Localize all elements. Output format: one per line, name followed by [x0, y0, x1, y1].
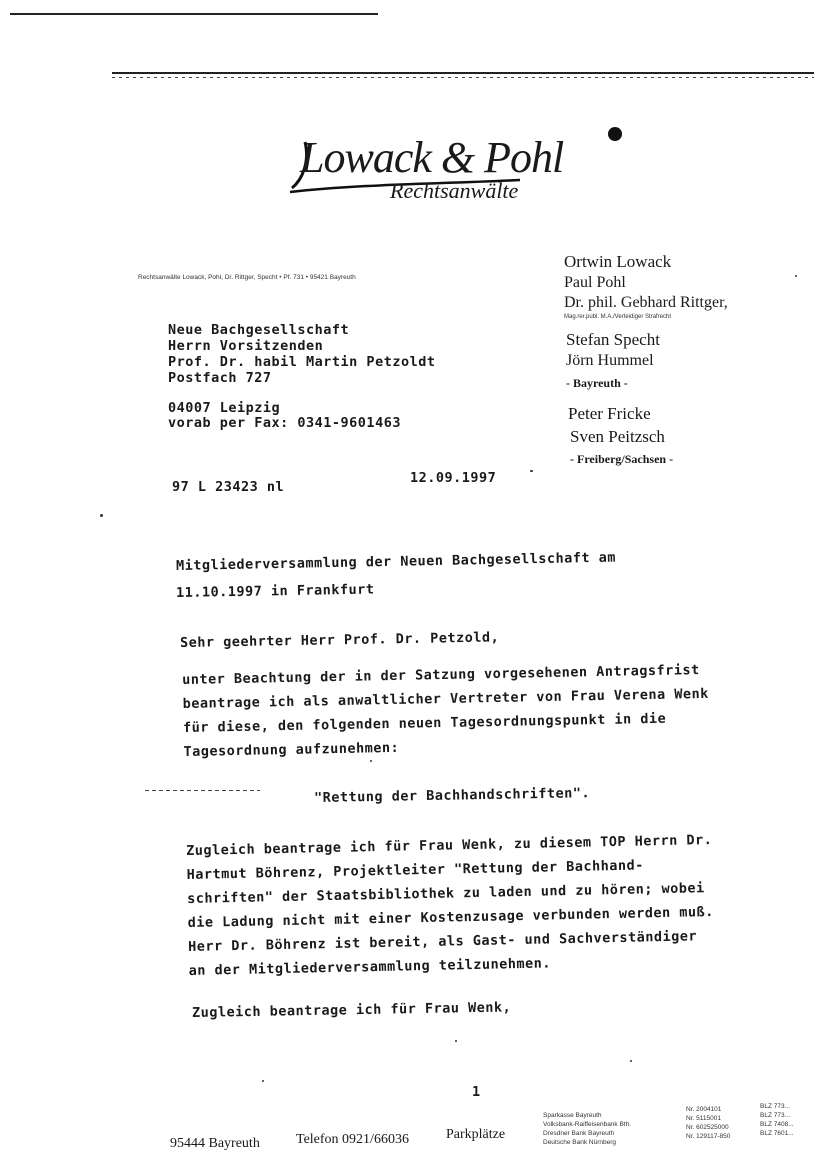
logo-text: Lowack & Pohl	[300, 133, 564, 182]
partner-peitzsch: Sven Peitzsch	[570, 427, 665, 446]
partner-specht: Stefan Specht	[566, 330, 660, 349]
paragraph-2-line-3: schriften" der Staatsbibliothek zu laden und zu hören; wobei	[187, 880, 705, 907]
paragraph-1-line-1: unter Beachtung der in der Satzung vorgesehenen Antragsfrist	[182, 662, 700, 688]
bank-2: Volksbank-Raiffeisenbank Bth.	[543, 1121, 632, 1128]
margin-dash	[145, 790, 260, 791]
recipient-city: 04007 Leipzig	[168, 400, 281, 416]
partner-hummel: Jörn Hummel	[566, 352, 654, 369]
account-4: Nr. 129117-850	[686, 1133, 731, 1140]
paragraph-1-line-4: Tagesordnung aufzunehmen:	[183, 739, 400, 760]
return-address: Rechtsanwälte Lowack, Pohl, Dr. Rittger, Specht • Pf. 731 • 95421 Bayreuth	[138, 274, 356, 281]
scan-speck	[370, 760, 372, 762]
recipient-line-3: Prof. Dr. habil Martin Petzoldt	[168, 354, 436, 370]
footer-parking: Parkplätze	[446, 1127, 506, 1142]
blz-3: BLZ 7408...	[760, 1121, 794, 1128]
blz-1: BLZ 773...	[760, 1103, 790, 1110]
letter-date: 12.09.1997	[410, 470, 497, 486]
partner-lowack: Ortwin Lowack	[564, 252, 672, 271]
recipient-fax: vorab per Fax: 0341-9601463	[168, 415, 401, 431]
scan-speck	[630, 1060, 632, 1062]
bank-3: Dresdner Bank Bayreuth	[543, 1130, 615, 1137]
bank-4: Deutsche Bank Nürnberg	[543, 1139, 616, 1146]
scan-speck	[795, 275, 797, 277]
logo-subtitle: Rechtsanwälte	[390, 178, 519, 203]
paragraph-2-line-6: an der Mitgliederversammlung teilzunehmen.	[188, 955, 552, 979]
account-1: Nr. 2004101	[686, 1106, 722, 1113]
salutation: Sehr geehrter Herr Prof. Dr. Petzold,	[179, 629, 500, 651]
blz-4: BLZ 7601...	[760, 1130, 794, 1137]
partner-rittger: Dr. phil. Gebhard Rittger,	[564, 294, 728, 311]
paragraph-1-line-2: beantrage ich als anwaltlicher Vertreter von Frau Verena Wenk	[182, 685, 709, 712]
paragraph-3: Zugleich beantrage ich für Frau Wenk,	[191, 999, 512, 1021]
freiberg-label: - Freiberg/Sachsen -	[570, 452, 674, 466]
recipient-line-4: Postfach 727	[168, 370, 272, 386]
subject-line-2: 11.10.1997 in Frankfurt	[175, 581, 375, 601]
recipient-line-1: Neue Bachgesellschaft	[168, 322, 350, 338]
reference-number: 97 L 23423 nl	[172, 479, 285, 495]
account-2: Nr. 5115001	[686, 1115, 721, 1122]
partner-rittger-note: Mag.rer.publ. M.A./Verteidiger Strafrecht	[564, 314, 672, 320]
top-rule-left	[10, 13, 378, 15]
header-rule-dotted	[112, 77, 814, 78]
paragraph-1-line-3: für diese, den folgenden neuen Tagesordnungspunkt in die	[182, 710, 667, 736]
account-3: Nr. 602525000	[686, 1124, 729, 1131]
partner-pohl: Paul Pohl	[564, 274, 626, 291]
paragraph-2-line-4: die Ladung nicht mit einer Kostenzusage verbunden werden muß.	[187, 903, 715, 931]
subject-line-1: Mitgliederversammlung der Neuen Bachgesellschaft am	[175, 549, 617, 574]
blz-2: BLZ 773...	[760, 1112, 790, 1119]
footer-phone: Telefon 0921/66036	[296, 1132, 409, 1147]
partner-fricke: Peter Fricke	[568, 404, 651, 423]
paragraph-2-line-1: Zugleich beantrage ich für Frau Wenk, zu diesem TOP Herrn Dr.	[186, 831, 713, 859]
firm-logo	[280, 122, 630, 212]
agenda-item: "Rettung der Bachhandschriften".	[313, 785, 591, 806]
scan-speck	[455, 1040, 457, 1042]
bayreuth-label: - Bayreuth -	[566, 376, 628, 390]
paragraph-2-line-5: Herr Dr. Böhrenz ist bereit, als Gast- und Sachverständiger	[188, 928, 698, 955]
scan-speck	[530, 470, 533, 472]
footer-address: 95444 Bayreuth	[170, 1136, 260, 1151]
header-rule	[112, 72, 814, 74]
page-number: 1	[472, 1084, 481, 1100]
paragraph-2-line-2: Hartmut Böhrenz, Projektleiter "Rettung der Bachhand-	[186, 857, 645, 883]
bank-1: Sparkasse Bayreuth	[543, 1112, 602, 1119]
scan-speck	[262, 1080, 264, 1082]
scan-speck	[100, 514, 103, 517]
recipient-line-2: Herrn Vorsitzenden	[168, 338, 324, 354]
